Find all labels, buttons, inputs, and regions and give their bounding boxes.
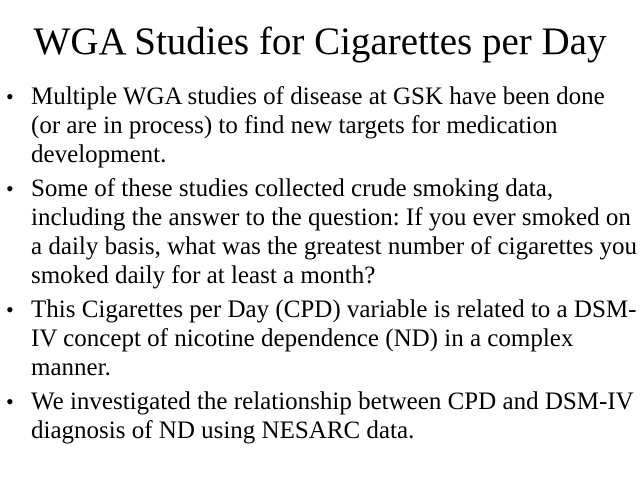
bullet-list [0,82,640,450]
bullet-text-line: We investigated the relationship between CPD and DSM-IV [31,388,634,415]
bullet-marker: • [6,84,14,109]
bullet-marker: • [6,176,14,201]
bullet-marker: • [6,389,14,414]
bullet-item [0,387,640,445]
bullet-text-line: Some of these studies collected crude smoking data, [31,175,554,202]
bullet-text-line: manner. [31,354,111,381]
bullet-marker: • [6,297,14,322]
bullet-text-line: (or are in process) to find new targets for medication [31,112,558,139]
bullet-item [0,82,640,169]
slide-title: WGA Studies for Cigarettes per Day [33,20,607,63]
bullet-text-line: Multiple WGA studies of disease at GSK have been done [31,83,605,110]
bullet-text-line: smoked daily for at least a month? [31,262,376,289]
bullet-text-line: including the answer to the question: If you ever smoked on [31,204,631,231]
bullet-item [0,295,640,382]
bullet-text-line: development. [31,141,167,168]
bullet-text-line: diagnosis of ND using NESARC data. [31,417,415,444]
bullet-text-line: a daily basis, what was the greatest number of cigarettes you [31,233,638,260]
bullet-text-line: This Cigarettes per Day (CPD) variable is related to a DSM- [31,296,637,323]
bullet-text-line: IV concept of nicotine dependence (ND) in a complex [31,325,574,352]
bullet-item [0,174,640,290]
